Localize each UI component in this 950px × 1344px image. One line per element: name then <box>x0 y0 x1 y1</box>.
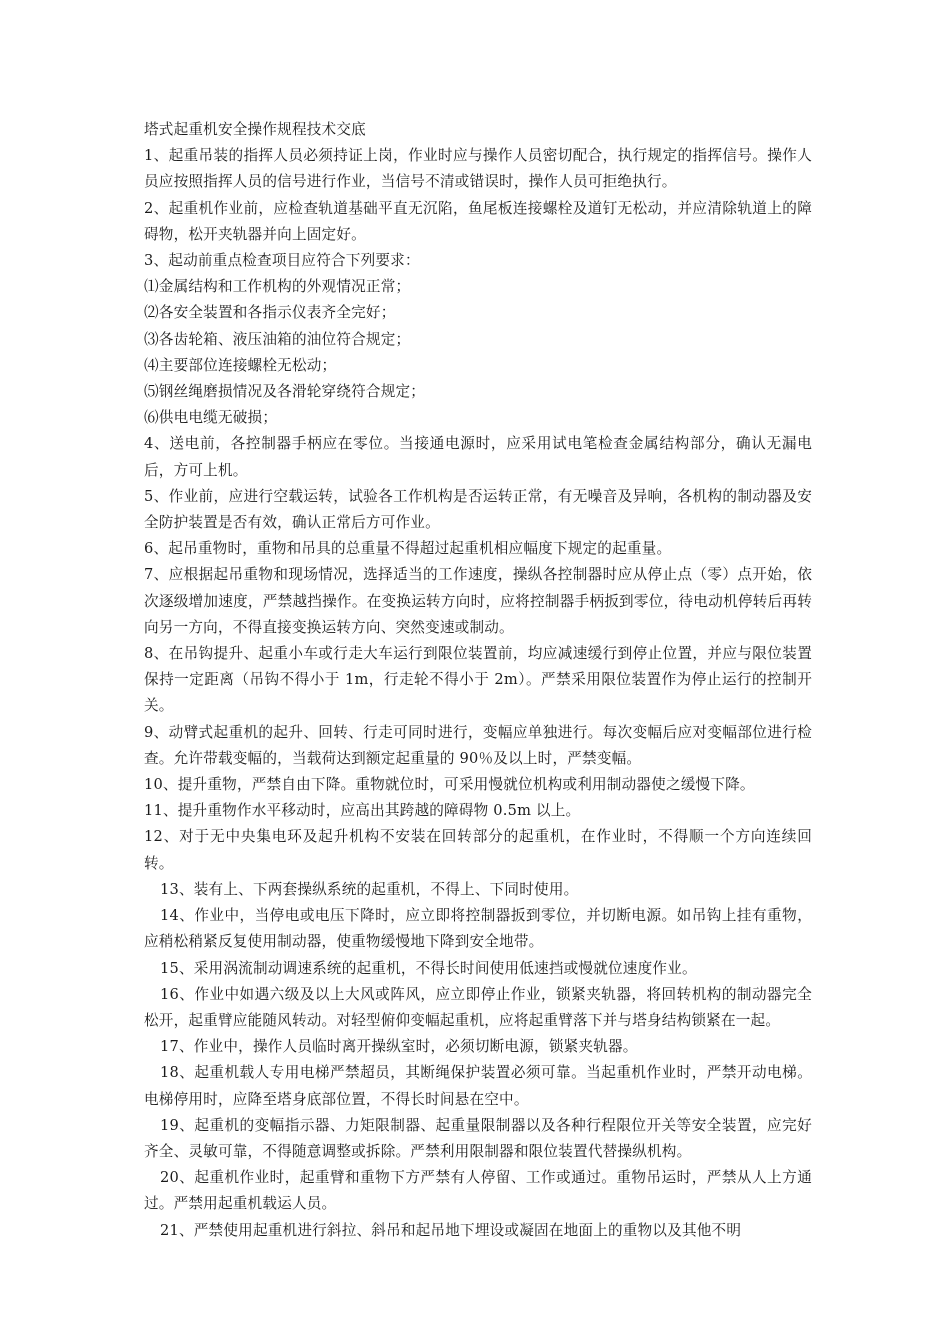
paragraph-12: 12、对于无中央集电环及起升机构不安装在回转部分的起重机，在作业时，不得顺一个方向连续回转。 <box>144 828 812 872</box>
paragraph-3: 3、起动前重点检查项目应符合下列要求： <box>144 252 420 270</box>
paragraph-6: 6、起吊重物时，重物和吊具的总重量不得超过起重机相应幅度下规定的起重量。 <box>144 540 672 558</box>
document-page <box>144 117 812 1244</box>
list-item-3: ⑶各齿轮箱、液压油箱的油位符合规定； <box>144 330 411 348</box>
paragraph-9: 9、动臂式起重机的起升、回转、行走可同时进行，变幅应单独进行。每次变幅后应对变幅部位进行检查。允许带载变幅的，当载荷达到额定起重量的 90％及以上时，严禁变幅。 <box>144 723 812 767</box>
paragraph-13: 13、装有上、下两套操纵系统的起重机，不得上、下同时使用。 <box>160 880 579 898</box>
list-item-1: ⑴金属结构和工作机构的外观情况正常； <box>144 278 411 296</box>
paragraph-20: 20、起重机作业时，起重臂和重物下方严禁有人停留、工作或通过。重物吊运时，严禁从人上方通过。严禁用起重机载运人员。 <box>144 1169 812 1213</box>
paragraph-15: 15、采用涡流制动调速系统的起重机，不得长时间使用低速挡或慢就位速度作业。 <box>160 959 697 977</box>
list-item-2: ⑵各安全装置和各指示仪表齐全完好； <box>144 304 396 322</box>
paragraph-2: 2、起重机作业前，应检查轨道基础平直无沉陷，鱼尾板连接螺栓及道钉无松动，并应清除轨道上的障碍物，松开夹轨器并向上固定好。 <box>144 199 812 243</box>
paragraph-21: 21、严禁使用起重机进行斜拉、斜吊和起吊地下埋设或凝固在地面上的重物以及其他不明 <box>160 1221 742 1239</box>
paragraph-8: 8、在吊钩提升、起重小车或行走大车运行到限位装置前，均应减速缓行到停止位置，并应与限位装置保持一定距离（吊钩不得小于 1m，行走轮不得小于 2m）。严禁采用限位装置作为停止运行的控制开关。 <box>144 645 812 715</box>
paragraph-10: 10、提升重物，严禁自由下降。重物就位时，可采用慢就位机构或利用制动器使之缓慢下降。 <box>144 776 755 794</box>
paragraph-18: 18、起重机载人专用电梯严禁超员，其断绳保护装置必须可靠。当起重机作业时，严禁开动电梯。电梯停用时，应降至塔身底部位置，不得长时间悬在空中。 <box>144 1064 812 1108</box>
list-item-6: ⑹供电电缆无破损； <box>144 409 278 427</box>
document-title: 塔式起重机安全操作规程技术交底 <box>144 121 366 138</box>
paragraph-5: 5、作业前，应进行空载运转，试验各工作机构是否运转正常，有无噪音及异响，各机构的制动器及安全防护装置是否有效，确认正常后方可作业。 <box>144 487 812 532</box>
paragraph-17: 17、作业中，操作人员临时离开操纵室时，必须切断电源，锁紧夹轨器。 <box>160 1038 638 1056</box>
paragraph-14: 14、作业中，当停电或电压下降时，应立即将控制器扳到零位，并切断电源。如吊钩上挂有重物，应稍松稍紧反复使用制动器，使重物缓慢地下降到安全地带。 <box>144 907 812 951</box>
paragraph-11: 11、提升重物作水平移动时，应高出其跨越的障碍物 0.5m 以上。 <box>144 802 581 820</box>
paragraph-1: 1、起重吊装的指挥人员必须持证上岗，作业时应与操作人员密切配合，执行规定的指挥信号。操作人员应按照指挥人员的信号进行作业，当信号不清或错误时，操作人员可拒绝执行。 <box>144 147 812 191</box>
paragraph-7: 7、应根据起吊重物和现场情况，选择适当的工作速度，操纵各控制器时应从停止点（零）点开始，依次逐级增加速度，严禁越挡操作。在变换运转方向时，应将控制器手柄扳到零位，待电动机停转后再转向另一方向，不得直接变换运转方向、突然变速或制动。 <box>144 566 812 636</box>
paragraph-16: 16、作业中如遇六级及以上大风或阵风，应立即停止作业，锁紧夹轨器，将回转机构的制动器完全松开，起重臂应能随风转动。对轻型俯仰变幅起重机，应将起重臂落下并与塔身结构锁紧在一起。 <box>144 985 812 1029</box>
list-item-5: ⑸钢丝绳磨损情况及各滑轮穿绕符合规定； <box>144 383 426 401</box>
paragraph-4: 4、送电前，各控制器手柄应在零位。当接通电源时，应采用试电笔检查金属结构部分，确认无漏电后，方可上机。 <box>144 435 812 479</box>
list-item-4: ⑷主要部位连接螺栓无松动； <box>144 356 337 374</box>
paragraph-19: 19、起重机的变幅指示器、力矩限制器、起重量限制器以及各种行程限位开关等安全装置，应完好齐全、灵敏可靠，不得随意调整或拆除。严禁利用限制器和限位装置代替操纵机构。 <box>144 1116 812 1160</box>
